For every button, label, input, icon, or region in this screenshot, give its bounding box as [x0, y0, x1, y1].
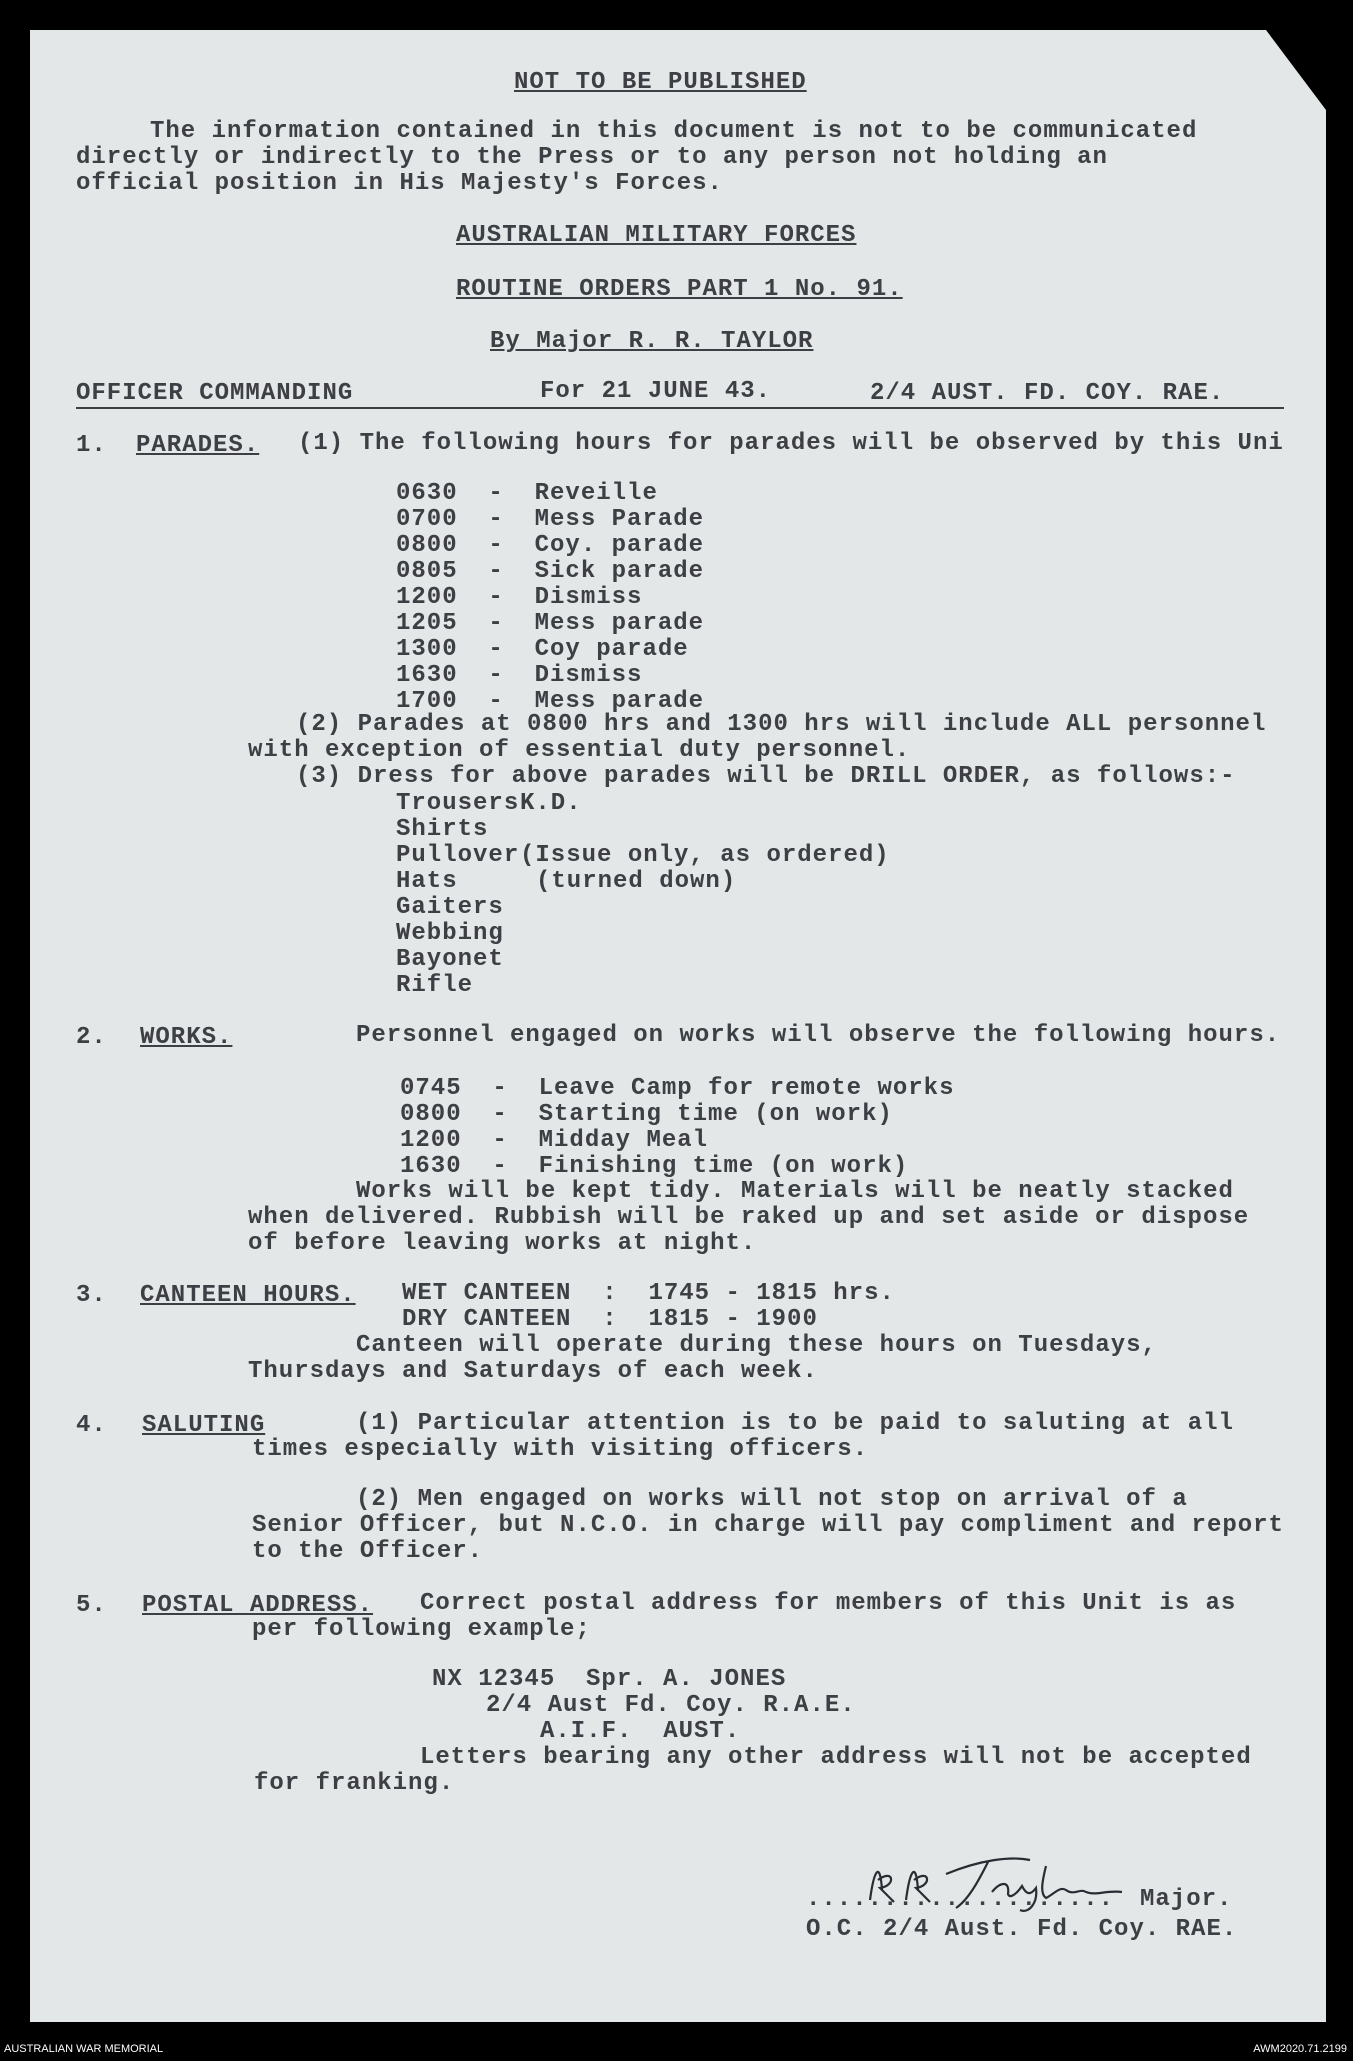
schedule-event: Dismiss [534, 662, 643, 689]
schedule-row: 0800 - Coy. parade [396, 532, 705, 559]
order-title: ROUTINE ORDERS PART 1 No. 91. [456, 276, 903, 303]
dress-item: Trousers K.D. [396, 790, 582, 817]
schedule-time: 1300 [396, 636, 458, 663]
signature-dots: .................... [806, 1886, 1115, 1913]
schedule-time: 1630 [400, 1153, 462, 1180]
schedule-event: Sick parade [534, 558, 705, 585]
section-5-line-4: for franking. [254, 1770, 455, 1797]
schedule-time: 1700 [396, 688, 458, 715]
schedule-row: 1700 - Mess parade [396, 688, 705, 715]
schedule-event: Coy. parade [534, 532, 705, 559]
schedule-time: 0800 [400, 1101, 462, 1128]
dry-canteen-hours: DRY CANTEEN : 1815 - 1900 [402, 1306, 818, 1333]
notice-line-1: The information contained in this document is not to be communicated [150, 118, 1198, 145]
archive-reference: AWM2020.71.2199 [1253, 2043, 1347, 2055]
section-5-line-1: Correct postal address for members of this Unit is as [420, 1590, 1237, 1617]
document-page [30, 30, 1326, 2022]
section-1-para-3: (3) Dress for above parades will be DRILL ORDER, as follows:- [296, 763, 1236, 790]
schedule-time: 0800 [396, 532, 458, 559]
schedule-row: 1205 - Mess parade [396, 610, 705, 637]
section-1-intro: (1) The following hours for parades will be observed by this Uni [298, 430, 1284, 457]
schedule-time: 1205 [396, 610, 458, 637]
dress-item: Gaiters [396, 894, 504, 921]
section-5-line-2: per following example; [252, 1616, 591, 1643]
schedule-row: 1630 - Finishing time (on work) [400, 1153, 909, 1180]
section-3-line-1: Canteen will operate during these hours on Tuesdays, [356, 1332, 1157, 1359]
section-1-para-2-line-1: (2) Parades at 0800 hrs and 1300 hrs will include ALL personnel [296, 711, 1267, 738]
section-5-title: POSTAL ADDRESS. [142, 1592, 374, 1619]
schedule-event: Reveille [534, 480, 658, 507]
dress-item: Bayonet [396, 946, 504, 973]
section-2-number: 2. [76, 1024, 107, 1051]
org-heading: AUSTRALIAN MILITARY FORCES [456, 222, 857, 249]
section-2-title: WORKS. [140, 1024, 233, 1051]
schedule-event: Mess parade [534, 610, 705, 637]
address-line-1: NX 12345 Spr. A. JONES [432, 1666, 787, 1693]
signatory-title: O.C. 2/4 Aust. Fd. Coy. RAE. [806, 1916, 1238, 1943]
section-4-para-2-line-3: to the Officer. [252, 1538, 484, 1565]
section-4-para-2-line-1: (2) Men engaged on works will not stop on arrival of a [356, 1486, 1188, 1513]
order-date: For 21 JUNE 43. [540, 378, 772, 405]
schedule-event: Mess parade [534, 688, 705, 715]
section-5-line-3: Letters bearing any other address will not be accepted [420, 1744, 1252, 1771]
unit-name: 2/4 AUST. FD. COY. RAE. [870, 380, 1225, 407]
dress-item: Pullover (Issue only, as ordered) [396, 842, 890, 869]
address-line-3: A.I.F. AUST. [540, 1718, 741, 1745]
schedule-row: 0700 - Mess Parade [396, 506, 705, 533]
schedule-row: 0805 - Sick parade [396, 558, 705, 585]
section-1-title: PARADES. [136, 432, 260, 459]
section-2-line-1: Works will be kept tidy. Materials will be neatly stacked [356, 1178, 1234, 1205]
schedule-event: Coy parade [534, 636, 689, 663]
wet-canteen-hours: WET CANTEEN : 1745 - 1815 hrs. [402, 1280, 895, 1307]
schedule-event: Dismiss [534, 584, 643, 611]
schedule-time: 0745 [400, 1075, 462, 1102]
notice-line-2: directly or indirectly to the Press or to any person not holding an [76, 144, 1108, 171]
section-4-para-2-line-2: Senior Officer, but N.C.O. in charge will pay compliment and report [252, 1512, 1284, 1539]
section-2-intro: Personnel engaged on works will observe the following hours. [356, 1022, 1281, 1049]
schedule-row: 1630 - Dismiss [396, 662, 643, 689]
schedule-time: 1630 [396, 662, 458, 689]
schedule-row: 1300 - Coy parade [396, 636, 689, 663]
section-3-title: CANTEEN HOURS. [140, 1282, 356, 1309]
restriction-heading: NOT TO BE PUBLISHED [514, 69, 807, 96]
schedule-row: 0630 - Reveille [396, 480, 658, 507]
section-1-para-2-line-2: with exception of essential duty personnel. [248, 737, 911, 764]
header-rule [76, 407, 1284, 409]
address-line-2: 2/4 Aust Fd. Coy. R.A.E. [486, 1692, 856, 1719]
section-3-number: 3. [76, 1282, 107, 1309]
schedule-time: 0700 [396, 506, 458, 533]
section-4-number: 4. [76, 1412, 107, 1439]
schedule-event: Leave Camp for remote works [538, 1075, 955, 1102]
schedule-time: 0805 [396, 558, 458, 585]
schedule-event: Mess Parade [534, 506, 705, 533]
section-4-para-1-line-1: (1) Particular attention is to be paid to saluting at all [356, 1410, 1234, 1437]
dress-item: Shirts [396, 816, 489, 843]
issued-by: By Major R. R. TAYLOR [490, 328, 814, 355]
schedule-time: 1200 [396, 584, 458, 611]
dress-item: Webbing [396, 920, 504, 947]
schedule-row: 1200 - Midday Meal [400, 1127, 709, 1154]
schedule-event: Midday Meal [538, 1127, 709, 1154]
archive-credit: AUSTRALIAN WAR MEMORIAL [4, 2043, 164, 2055]
officer-commanding: OFFICER COMMANDING [76, 380, 354, 407]
section-4-para-1-line-2: times especially with visiting officers. [252, 1436, 869, 1463]
section-5-number: 5. [76, 1592, 107, 1619]
schedule-row: 0800 - Starting time (on work) [400, 1101, 893, 1128]
section-1-number: 1. [76, 432, 107, 459]
dress-item: Rifle [396, 972, 474, 999]
section-2-line-2: when delivered. Rubbish will be raked up and set aside or dispose [248, 1204, 1250, 1231]
schedule-row: 0745 - Leave Camp for remote works [400, 1075, 955, 1102]
schedule-event: Starting time (on work) [538, 1101, 893, 1128]
schedule-row: 1200 - Dismiss [396, 584, 643, 611]
section-2-line-3: of before leaving works at night. [248, 1230, 757, 1257]
signature-rank: Major. [1140, 1886, 1233, 1913]
section-3-line-2: Thursdays and Saturdays of each week. [248, 1358, 818, 1385]
schedule-time: 1200 [400, 1127, 462, 1154]
schedule-time: 0630 [396, 480, 458, 507]
section-4-title: SALUTING [142, 1412, 266, 1439]
notice-line-3: official position in His Majesty's Forces. [76, 170, 723, 197]
schedule-event: Finishing time (on work) [538, 1153, 909, 1180]
dress-item: Hats (turned down) [396, 868, 737, 895]
